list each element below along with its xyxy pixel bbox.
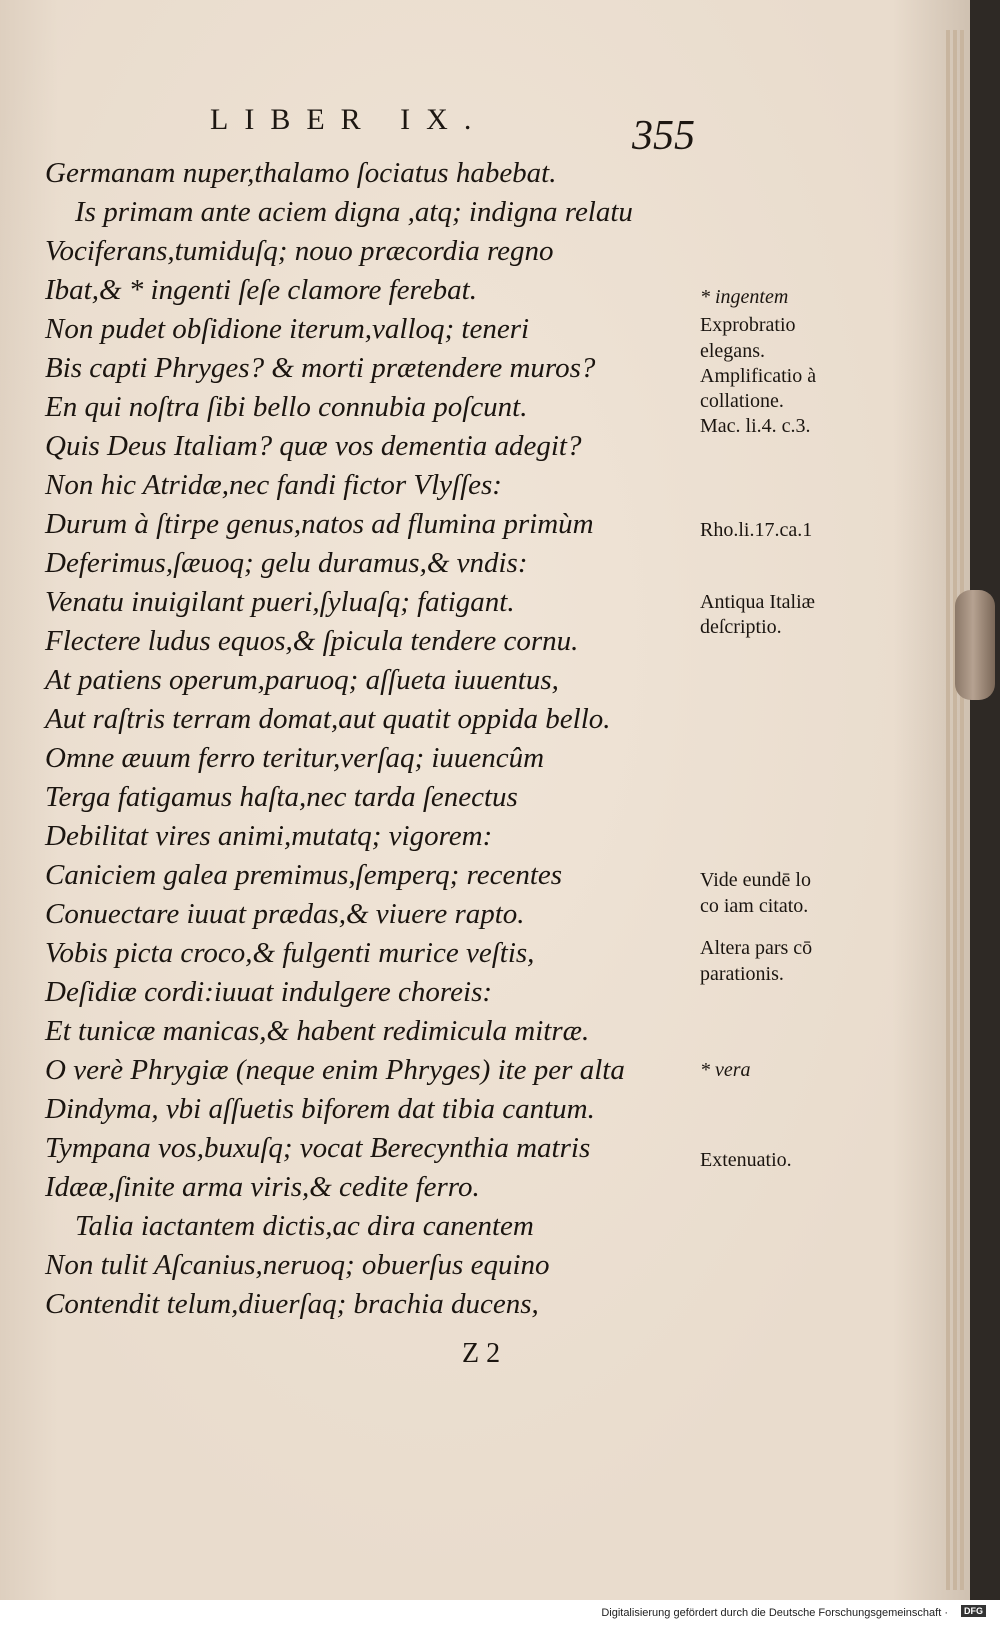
verse-line: Durum à ſtirpe genus,natos ad flumina primùm	[45, 508, 594, 540]
margin-note: Exprobratio	[700, 314, 796, 336]
page-edge	[953, 30, 957, 1590]
margin-note: Mac. li.4. c.3.	[700, 415, 811, 437]
verse-line: Is primam ante aciem digna ,atq; indigna relatu	[75, 196, 633, 228]
verse-line: Debilitat vires animi,mutatq; vigorem:	[45, 820, 493, 852]
verse-line: Flectere ludus equos,& ſpicula tendere cornu.	[45, 625, 579, 657]
verse-line: Ibat,& * ingenti ſeſe clamore ferebat.	[45, 274, 477, 306]
verse-line: Talia iactantem dictis,ac dira canentem	[75, 1210, 534, 1242]
verse-line: Vobis picta croco,& fulgenti murice veſtis,	[45, 937, 535, 969]
verse-line: Non tulit Aſcanius,neruoq; obuerſus equino	[45, 1249, 550, 1281]
margin-note: Altera pars cō	[700, 937, 813, 959]
verse-line: Aut raſtris terram domat,aut quatit oppida bello.	[45, 703, 611, 735]
dfg-logo: DFG	[961, 1605, 986, 1617]
margin-note: Extenuatio.	[700, 1149, 792, 1171]
verse-line: En qui noſtra ſibi bello connubia poſcunt.	[45, 391, 528, 423]
verse-line: Deſidiæ cordi:iuuat indulgere choreis:	[45, 976, 493, 1008]
verse-line: Tympana vos,buxuſq; vocat Berecynthia matris	[45, 1132, 591, 1164]
digitization-footer	[0, 1600, 1000, 1627]
verse-line: Dindyma, vbi aſſuetis biforem dat tibia cantum.	[45, 1093, 595, 1125]
margin-note: elegans.	[700, 340, 765, 362]
margin-note: collatione.	[700, 390, 784, 412]
margin-note: Rho.li.17.ca.1	[700, 519, 813, 541]
verse-line: Et tunicæ manicas,& habent redimicula mitræ.	[45, 1015, 590, 1047]
margin-note: Amplificatio à	[700, 365, 817, 387]
verse-line: Quis Deus Italiam? quæ vos dementia adegit?	[45, 430, 582, 462]
verse-line: Deferimus,ſæuoq; gelu duramus,& vndis:	[45, 547, 528, 579]
margin-note: parationis.	[700, 963, 784, 985]
margin-notes	[700, 0, 870, 1400]
verse-line: Non hic Atridæ,nec fandi fictor Vlyſſes:	[45, 469, 502, 501]
verse-line: Conuectare iuuat prædas,& viuere rapto.	[45, 898, 525, 930]
verse-line: Idææ,ſinite arma viris,& cedite ferro.	[45, 1171, 480, 1203]
digitization-credit: Digitalisierung gefördert durch die Deutsche Forschungsgemeinschaft ·	[601, 1607, 948, 1619]
verse-line: Omne æuum ferro teritur,verſaq; iuuencûm	[45, 742, 545, 774]
verse-line: Terga fatigamus haſta,nec tarda ſenectus	[45, 781, 518, 813]
verse-line: Venatu inuigilant pueri,ſyluaſq; fatigant.	[45, 586, 515, 618]
verse-line: At patiens operum,paruoq; aſſueta iuuentus,	[45, 664, 559, 696]
page-tab-marker	[955, 590, 995, 700]
verse-line: Vociferans,tumiduſq; nouo præcordia regno	[45, 235, 554, 267]
verse-line: Non pudet obſidione iterum,valloq; teneri	[45, 313, 530, 345]
verse-line: O verè Phrygiæ (neque enim Phryges) ite per alta	[45, 1054, 625, 1086]
page-edge	[960, 30, 964, 1590]
verse-line: Caniciem galea premimus,ſemperq; recentes	[45, 859, 563, 891]
running-head: LIBER IX.	[210, 103, 488, 136]
margin-note: Antiqua Italiæ	[700, 591, 815, 613]
margin-note: * ingentem	[700, 286, 789, 308]
page-edge	[946, 30, 950, 1590]
page-number: 355	[632, 113, 695, 159]
signature-mark: Z 2	[462, 1338, 501, 1369]
margin-note: * vera	[700, 1059, 751, 1081]
verse-line: Germanam nuper,thalamo ſociatus habebat.	[45, 157, 557, 189]
margin-note: Vide eundē lo	[700, 869, 811, 891]
margin-note: co iam citato.	[700, 895, 809, 917]
verse-line: Bis capti Phryges? & morti prætendere muros?	[45, 352, 596, 384]
verse-line: Contendit telum,diuerſaq; brachia ducens,	[45, 1288, 539, 1320]
margin-note: deſcriptio.	[700, 616, 782, 638]
